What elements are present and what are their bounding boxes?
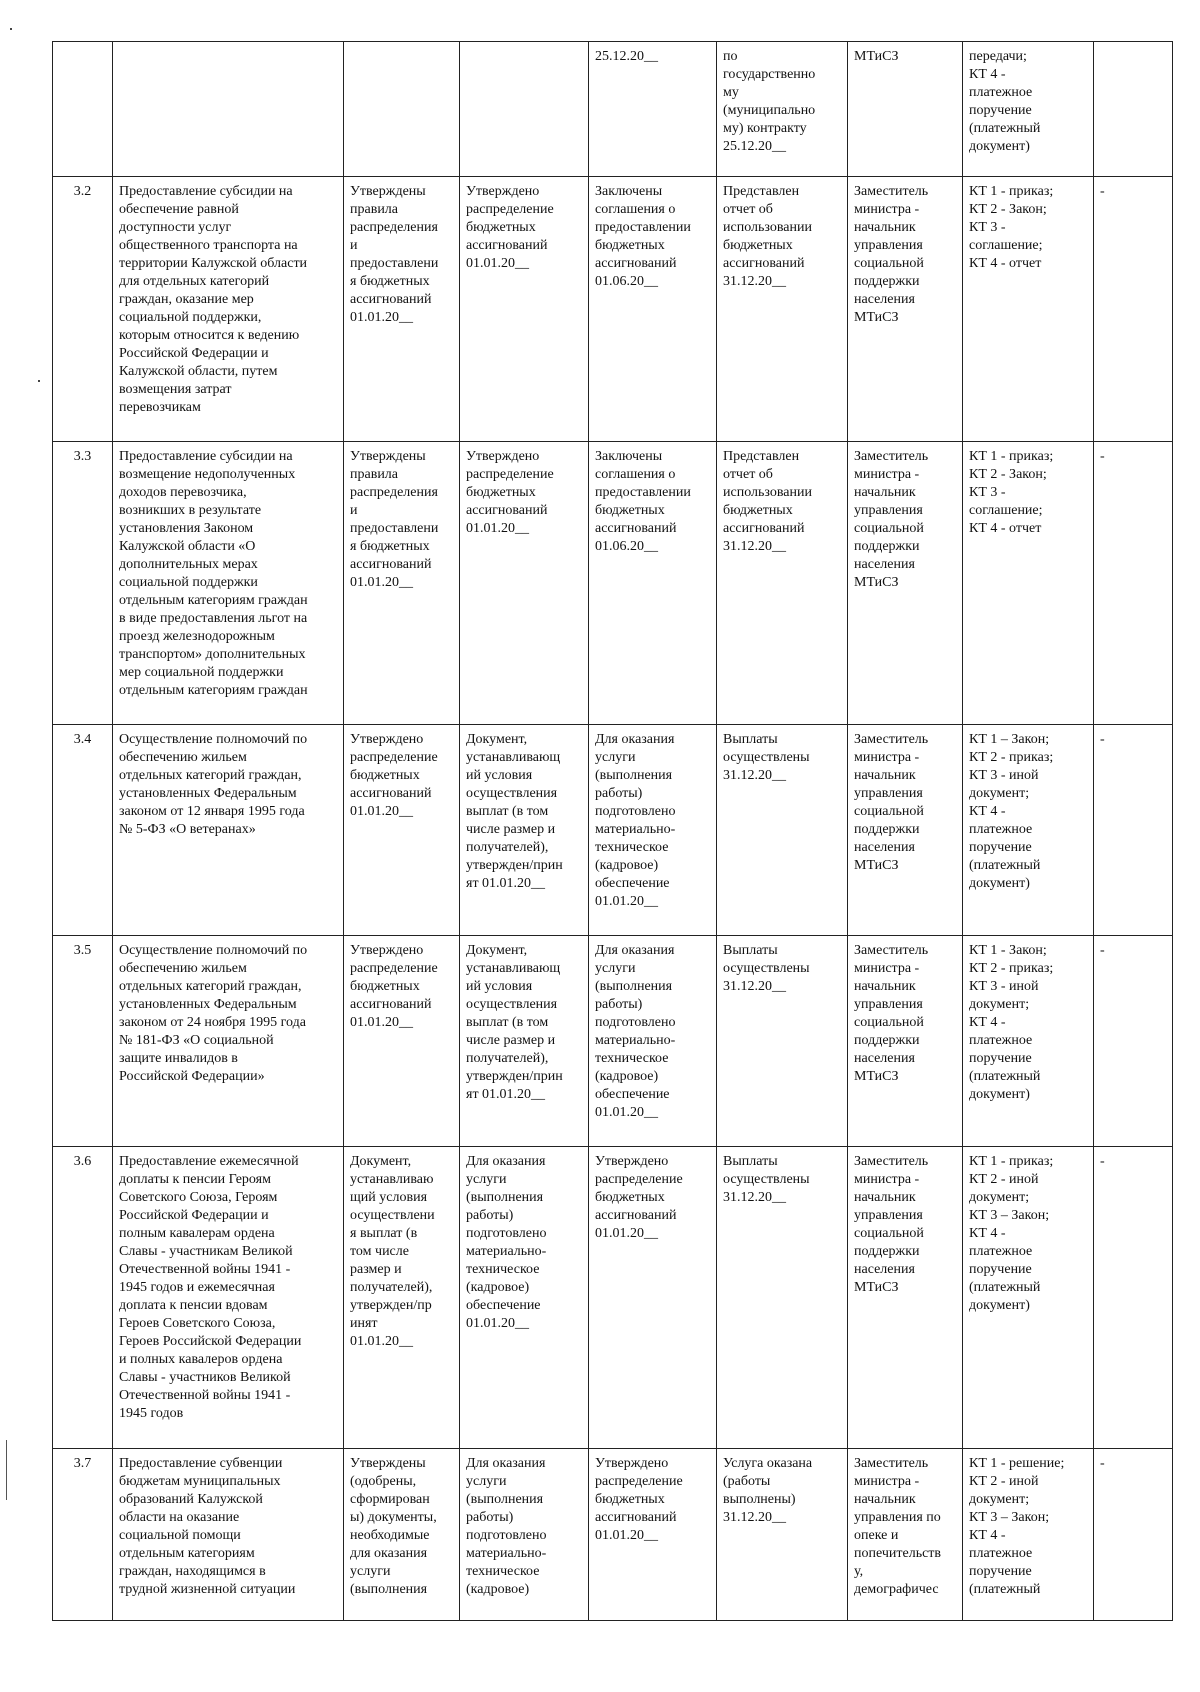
measures-table — [52, 41, 1173, 1621]
measure-name: Осуществление полномочий по обеспечению жильем отдельных категорий граждан, установленных Федеральным законом от 24 ноября 1995 года № 181-ФЗ «О социальной защите инвалидов в Российской Федерации» — [113, 936, 344, 1147]
responsible-person: Заместитель министра - начальник управления социальной поддержки населения МТиСЗ — [848, 725, 963, 936]
control-point-4: Выплаты осуществлены 31.12.20__ — [717, 1147, 848, 1449]
control-point-1 — [344, 42, 460, 177]
measure-name: Осуществление полномочий по обеспечению жильем отдельных категорий граждан, установленных Федеральным законом от 12 января 1995 года № 5-ФЗ «О ветеранах» — [113, 725, 344, 936]
control-point-4: Выплаты осуществлены 31.12.20__ — [717, 725, 848, 936]
row-number: 3.3 — [53, 442, 113, 725]
control-point-4: Услуга оказана (работы выполнены) 31.12.20__ — [717, 1449, 848, 1621]
table-row — [53, 1147, 1173, 1449]
confirming-documents: КТ 1 - Закон; КТ 2 - приказ; КТ 3 - иной документ; КТ 4 - платежное поручение (платежный документ) — [963, 936, 1094, 1147]
control-point-4: Представлен отчет об использовании бюджетных ассигнований 31.12.20__ — [717, 442, 848, 725]
extra-column: - — [1094, 725, 1173, 936]
control-point-4: Выплаты осуществлены 31.12.20__ — [717, 936, 848, 1147]
measure-name: Предоставление ежемесячной доплаты к пенсии Героям Советского Союза, Героям Российской Федерации и полным кавалерам ордена Славы - участникам Великой Отечественной войны 1941 - 1945 годов и ежемесячная доплата к пенсии вдовам Героев Советского Союза, Героев Российской Федерации и полных кавалеров ордена Славы - участников Великой Отечественной войны 1941 - 1945 годов — [113, 1147, 344, 1449]
control-point-2 — [460, 42, 589, 177]
control-point-3: Для оказания услуги (выполнения работы) подготовлено материально- техническое (кадровое) обеспечение 01.01.20__ — [589, 936, 717, 1147]
responsible-person: Заместитель министра - начальник управления по опеке и попечительств у, демографичес — [848, 1449, 963, 1621]
extra-column: - — [1094, 442, 1173, 725]
confirming-documents: КТ 1 - приказ; КТ 2 - иной документ; КТ 3 – Закон; КТ 4 - платежное поручение (платежный документ) — [963, 1147, 1094, 1449]
row-number — [53, 42, 113, 177]
confirming-documents: КТ 1 - решение; КТ 2 - иной документ; КТ 3 – Закон; КТ 4 - платежное поручение (платежный — [963, 1449, 1094, 1621]
control-point-4: по государственно му (муниципально му) контракту 25.12.20__ — [717, 42, 848, 177]
responsible-person: Заместитель министра - начальник управления социальной поддержки населения МТиСЗ — [848, 177, 963, 442]
control-point-3: Заключены соглашения о предоставлении бюджетных ассигнований 01.06.20__ — [589, 177, 717, 442]
control-point-3: Утверждено распределение бюджетных ассигнований 01.01.20__ — [589, 1449, 717, 1621]
control-point-2: Документ, устанавливающ ий условия осуществления выплат (в том числе размер и получателей), утвержден/прин ят 01.01.20__ — [460, 725, 589, 936]
control-point-1: Утверждено распределение бюджетных ассигнований 01.01.20__ — [344, 725, 460, 936]
scan-speck — [38, 380, 40, 382]
row-number: 3.7 — [53, 1449, 113, 1621]
table-row — [53, 177, 1173, 442]
control-point-3: Заключены соглашения о предоставлении бюджетных ассигнований 01.06.20__ — [589, 442, 717, 725]
extra-column — [1094, 42, 1173, 177]
measure-name: Предоставление субсидии на возмещение недополученных доходов перевозчика, возникших в результате установления Законом Калужской области «О дополнительных мерах социальной поддержки отдельным категориям граждан в виде предоставления льгот на проезд железнодорожным транспортом» дополнительных мер социальной поддержки отдельным категориям граждан — [113, 442, 344, 725]
table-row — [53, 442, 1173, 725]
control-point-3: Для оказания услуги (выполнения работы) подготовлено материально- техническое (кадровое) обеспечение 01.01.20__ — [589, 725, 717, 936]
extra-column: - — [1094, 1449, 1173, 1621]
control-point-4: Представлен отчет об использовании бюджетных ассигнований 31.12.20__ — [717, 177, 848, 442]
responsible-person: Заместитель министра - начальник управления социальной поддержки населения МТиСЗ — [848, 1147, 963, 1449]
measure-name: Предоставление субсидии на обеспечение равной доступности услуг общественного транспорта на территории Калужской области для отдельных категорий граждан, оказание мер социальной поддержки, которым относится к ведению Российской Федерации и Калужской области, путем возмещения затрат перевозчикам — [113, 177, 344, 442]
table-row — [53, 725, 1173, 936]
scan-margin-mark — [6, 1440, 7, 1500]
control-point-2: Утверждено распределение бюджетных ассигнований 01.01.20__ — [460, 442, 589, 725]
extra-column: - — [1094, 936, 1173, 1147]
measure-name — [113, 42, 344, 177]
confirming-documents: передачи; КТ 4 - платежное поручение (платежный документ) — [963, 42, 1094, 177]
confirming-documents: КТ 1 - приказ; КТ 2 - Закон; КТ 3 - соглашение; КТ 4 - отчет — [963, 442, 1094, 725]
responsible-person: Заместитель министра - начальник управления социальной поддержки населения МТиСЗ — [848, 936, 963, 1147]
extra-column: - — [1094, 1147, 1173, 1449]
control-point-2: Документ, устанавливающ ий условия осуществления выплат (в том числе размер и получателей), утвержден/прин ят 01.01.20__ — [460, 936, 589, 1147]
row-number: 3.5 — [53, 936, 113, 1147]
control-point-1: Утверждены (одобрены, сформирован ы) документы, необходимые для оказания услуги (выполнения — [344, 1449, 460, 1621]
control-point-1: Утверждены правила распределения и предоставлени я бюджетных ассигнований 01.01.20__ — [344, 442, 460, 725]
row-number: 3.6 — [53, 1147, 113, 1449]
control-point-3: Утверждено распределение бюджетных ассигнований 01.01.20__ — [589, 1147, 717, 1449]
table-row — [53, 936, 1173, 1147]
control-point-1: Утверждено распределение бюджетных ассигнований 01.01.20__ — [344, 936, 460, 1147]
control-point-3: 25.12.20__ — [589, 42, 717, 177]
confirming-documents: КТ 1 – Закон; КТ 2 - приказ; КТ 3 - иной документ; КТ 4 - платежное поручение (платежный документ) — [963, 725, 1094, 936]
table-row — [53, 1449, 1173, 1621]
responsible-person: Заместитель министра - начальник управления социальной поддержки населения МТиСЗ — [848, 442, 963, 725]
table-row — [53, 42, 1173, 177]
control-point-2: Для оказания услуги (выполнения работы) подготовлено материально- техническое (кадровое) — [460, 1449, 589, 1621]
control-point-2: Для оказания услуги (выполнения работы) подготовлено материально- техническое (кадровое) обеспечение 01.01.20__ — [460, 1147, 589, 1449]
control-point-1: Документ, устанавливаю щий условия осуществлени я выплат (в том числе размер и получателей), утвержден/пр инят 01.01.20__ — [344, 1147, 460, 1449]
confirming-documents: КТ 1 - приказ; КТ 2 - Закон; КТ 3 - соглашение; КТ 4 - отчет — [963, 177, 1094, 442]
control-point-1: Утверждены правила распределения и предоставлени я бюджетных ассигнований 01.01.20__ — [344, 177, 460, 442]
responsible-person: МТиСЗ — [848, 42, 963, 177]
measure-name: Предоставление субвенции бюджетам муниципальных образований Калужской области на оказание социальной помощи отдельным категориям граждан, находящимся в трудной жизненной ситуации — [113, 1449, 344, 1621]
control-point-2: Утверждено распределение бюджетных ассигнований 01.01.20__ — [460, 177, 589, 442]
scan-speck — [10, 28, 12, 30]
row-number: 3.2 — [53, 177, 113, 442]
extra-column: - — [1094, 177, 1173, 442]
row-number: 3.4 — [53, 725, 113, 936]
